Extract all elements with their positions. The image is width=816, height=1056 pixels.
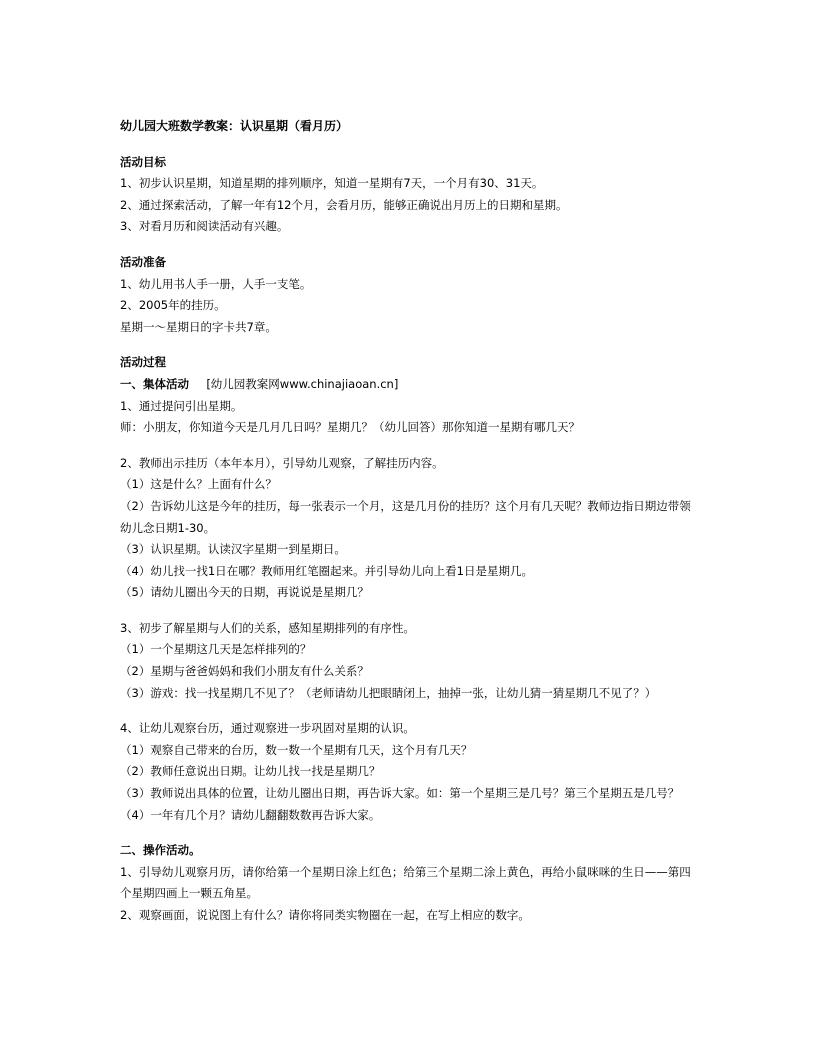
step-line: （2）星期与爸爸妈妈和我们小朋友有什么关系？ — [120, 664, 369, 679]
source-note: [幼儿园教案网www.chinajiaoan.cn] — [206, 376, 399, 391]
step-line: 2、教师出示挂历（本年本月），引导幼儿观察，了解挂历内容。 — [120, 455, 444, 470]
step-line: （2）教师任意说出日期。让幼儿找一找是星期几？ — [120, 764, 381, 779]
step-line: 2、观察画面，说说图上有什么？请你将同类实物圈在一起，在写上相应的数字。 — [120, 908, 530, 922]
step-line: （3）游戏：找一找星期几不见了？（老师请幼儿把眼睛闭上，抽掉一张，让幼儿猜一猜星期几不见了？） — [120, 685, 657, 700]
step-line: （5）请幼儿圈出今天的日期，再说说是星期几？ — [120, 585, 369, 600]
prep-line: 1、幼儿用书人手一册，人手一支笔。 — [120, 276, 312, 291]
section2-label: 二、操作活动。 — [120, 843, 201, 858]
step-line: （3）认识星期。认读汉字星期一到星期日。 — [120, 542, 346, 557]
step-line: 1、通过提问引出星期。 — [120, 398, 243, 413]
step-line: 4、让幼儿观察台历，通过观察进一步巩固对星期的认识。 — [120, 721, 415, 736]
step-line: （1）这是什么？上面有什么？ — [120, 477, 277, 492]
process-heading: 活动过程 — [120, 355, 166, 370]
section1-heading-row — [120, 374, 700, 396]
prep-heading: 活动准备 — [120, 254, 166, 269]
step-line: （4）幼儿找一找1日在哪？教师用红笔圈起来。并引导幼儿向上看1日是星期几。 — [120, 563, 533, 578]
goal-line: 3、对看月历和阅读活动有兴趣。 — [120, 219, 289, 234]
step-line: （3）教师说出具体的位置，让幼儿圈出日期，再告诉大家。如：第一个星期三是几号？第三个星期五是几号？ — [120, 786, 680, 801]
step-line: （1）一个星期这几天是怎样排列的？ — [120, 642, 312, 657]
goal-line: 1、初步认识星期，知道星期的排列顺序，知道一星期有7天，一个月有30、31天。 — [120, 176, 544, 191]
step-line: （4）一年有几个月？请幼儿翻翻数数再告诉大家。 — [120, 807, 381, 822]
step-line: （2）告诉幼儿这是今年的挂历，每一张表示一个月，这是几月份的挂历？这个月有几天呢？教师边指日期边带领幼儿念日期1-30。 — [120, 498, 691, 535]
prep-line: 星期一～星期日的字卡共7章。 — [120, 319, 277, 334]
document-body — [120, 116, 700, 927]
step-line: 3、初步了解星期与人们的关系，感知星期排列的有序性。 — [120, 620, 415, 635]
step-line: 师：小朋友，你知道今天是几月几日吗？星期几？（幼儿回答）那你知道一星期有哪几天？ — [120, 420, 580, 435]
prep-line: 2、2005年的挂历。 — [120, 298, 226, 313]
document-title: 幼儿园大班数学教案：认识星期（看月历） — [120, 119, 349, 133]
goal-line: 2、通过探索活动，了解一年有12个月，会看月历，能够正确说出月历上的日期和星期。 — [120, 197, 568, 212]
step-line: 1、引导幼儿观察月历，请你给第一个星期日涂上红色；给第三个星期二涂上黄色，再给小鼠咪咪的生日——第四个星期四画上一颗五角星。 — [120, 864, 691, 901]
goals-heading: 活动目标 — [120, 154, 166, 169]
step-line: （1）观察自己带来的台历，数一数一个星期有几天，这个月有几天？ — [120, 742, 473, 757]
section1-label: 一、集体活动 — [120, 376, 189, 391]
